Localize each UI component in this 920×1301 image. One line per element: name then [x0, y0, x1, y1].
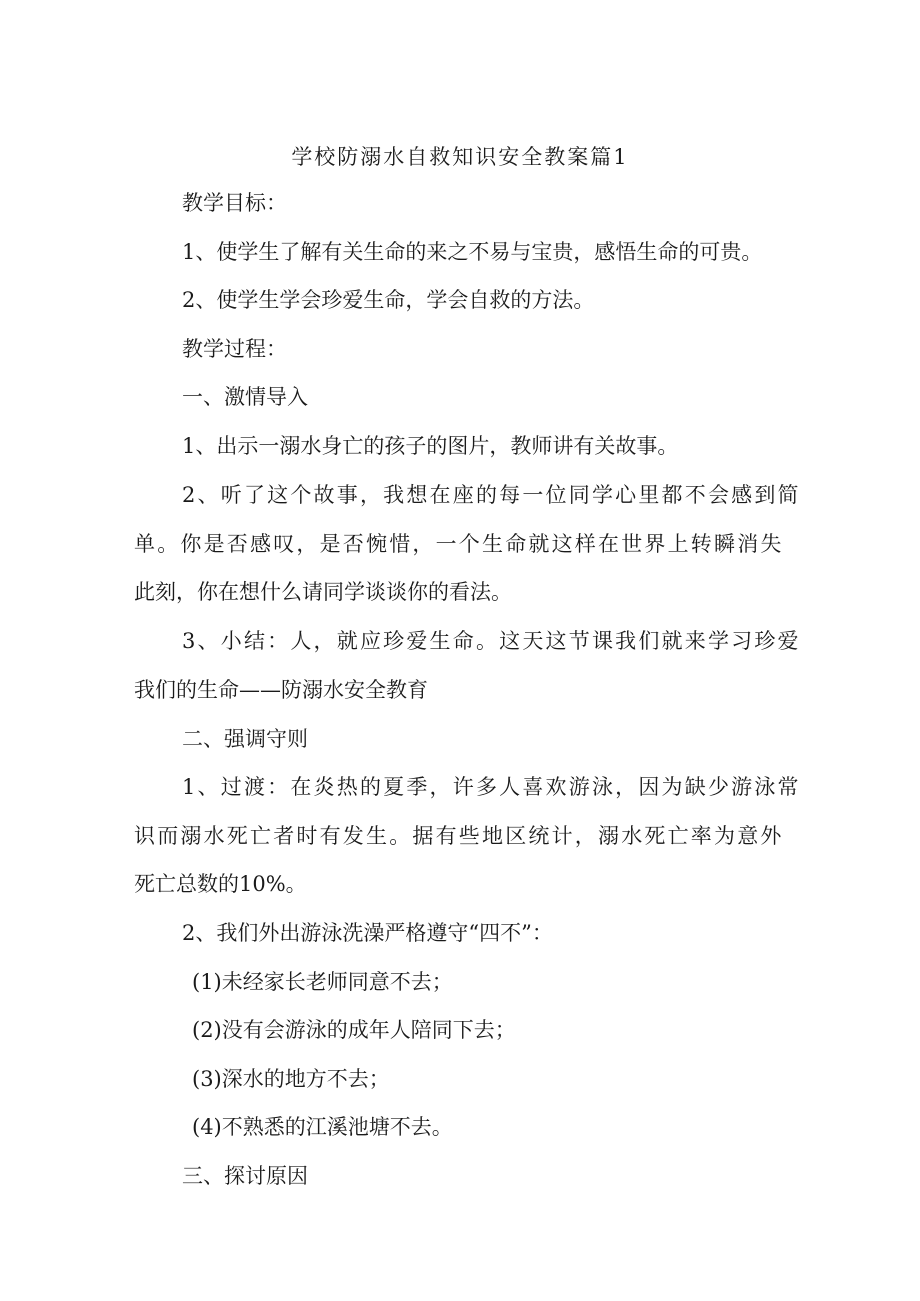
paragraph-rules-1-line-1: 1、过渡：在炎热的夏季，许多人喜欢游泳，因为缺少游泳常 — [182, 775, 801, 799]
paragraph-rules-2: 2、我们外出游泳洗澡严格遵守“四不”： — [182, 921, 553, 945]
section-heading-intro: 一、激情导入 — [182, 385, 308, 409]
paragraph-intro-1: 1、出示一溺水身亡的孩子的图片，教师讲有关故事。 — [182, 434, 679, 458]
paragraph-intro-2-line-2: 单。你是否感叹，是否惋惜，一个生命就这样在世界上转瞬消失 — [134, 532, 784, 556]
paragraph-intro-3-line-2: 我们的生命——防溺水安全教育 — [134, 678, 428, 702]
list-item-rule-4: (4)不熟悉的江溪池塘不去。 — [192, 1115, 453, 1139]
paragraph-rules-1-line-3: 死亡总数的10%。 — [134, 872, 307, 896]
paragraph-goal-2: 2、使学生学会珍爱生命，学会自救的方法。 — [182, 288, 595, 312]
list-item-rule-2: (2)没有会游泳的成年人陪同下去； — [192, 1018, 516, 1042]
paragraph-rules-1-line-2: 识而溺水死亡者时有发生。据有些地区统计，溺水死亡率为意外 — [134, 824, 784, 848]
section-heading-goals: 教学目标： — [182, 191, 287, 215]
paragraph-intro-2-line-1: 2、听了这个故事，我想在座的每一位同学心里都不会感到简 — [182, 483, 801, 507]
paragraph-intro-3-line-1: 3、小结：人，就应珍爱生命。这天这节课我们就来学习珍爱 — [182, 629, 801, 653]
list-item-rule-3: (3)深水的地方不去； — [192, 1067, 390, 1091]
section-heading-causes: 三、探讨原因 — [182, 1164, 308, 1188]
list-item-rule-1: (1)未经家长老师同意不去； — [192, 970, 453, 994]
paragraph-goal-1: 1、使学生了解有关生命的来之不易与宝贵，感悟生命的可贵。 — [182, 240, 763, 264]
paragraph-intro-2-line-3: 此刻，你在想什么请同学谈谈你的看法。 — [134, 580, 512, 604]
section-heading-process: 教学过程： — [182, 337, 287, 361]
section-heading-rules: 二、强调守则 — [182, 727, 308, 751]
page-title: 学校防溺水自救知识安全教案篇1 — [291, 145, 629, 169]
